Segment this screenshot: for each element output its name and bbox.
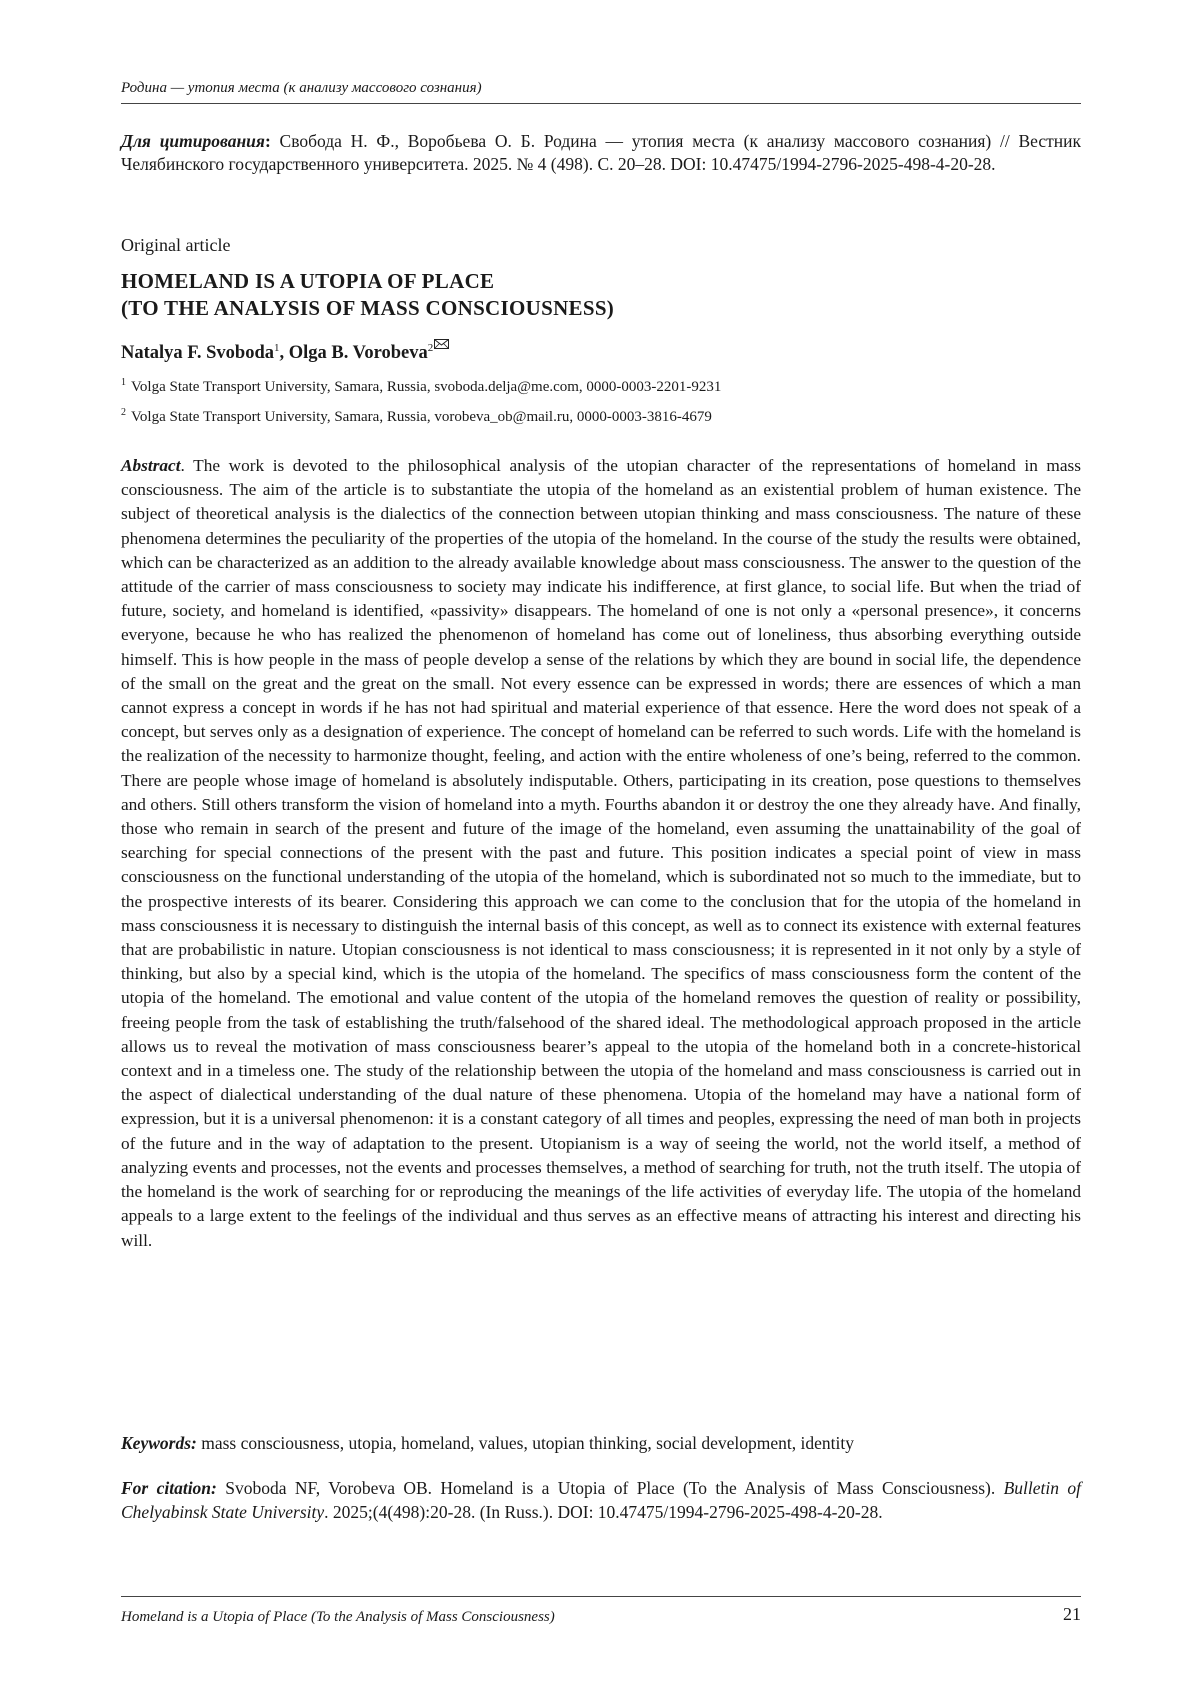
affiliation bbox=[121, 377, 721, 397]
running-footer: Homeland is a Utopia of Place (To the Analysis of Mass Consciousness) bbox=[121, 1609, 555, 1625]
keywords-label: Keywords: bbox=[121, 1433, 197, 1453]
citation-russian-colon: : bbox=[264, 131, 271, 151]
citation-journal-name: Bulletin of Chelyabinsk State University bbox=[121, 1478, 1081, 1522]
footer-divider bbox=[121, 1596, 1081, 1597]
citation-russian-text: Свобода Н. Ф., Воробьева О. Б. Родина — утопия места (к анализу массового сознания) // Вестник Челябинского государственного университета. 2025. № 4 (498). С. 20–28. DOI: 10.47475/1994-2796-2025-498-4-20-28. bbox=[121, 131, 1081, 174]
author-separator: , bbox=[279, 343, 289, 363]
abstract-text: The work is devoted to the philosophical analysis of the utopian character of the representations of homeland in mass consciousness. The aim of the article is to substantiate the utopia of the homeland as an existential problem of human existence. The subject of theoretical analysis is the dialectics of the connection between utopian thinking and mass consciousness. The nature of these phenomena determines the peculiarity of the properties of the utopia of the homeland. In the course of the study the results were obtained, which can be characterized as an addition to the already available knowledge about mass consciousness. The answer to the question of the attitude of the carrier of mass consciousness to society may indicate his indifference, at first glance, to social life. But when the triad of future, society, and homeland is identified, «passivity» disappears. The homeland of one is not only a «personal presence», it concerns everyone, because he who has realized the phenomenon of homeland has come out of loneliness, thus absorbing everything outside himself. This is how people in the mass of people develop a sense of the relations by which they are bound in social life, the dependence of the small on the great and the great on the small. Not every essence can be expressed in words; there are essences of which a man cannot express a concept in words if he has not had spiritual and material experience of that essence. Here the word does not speak of a concept, but serves only as a designation of experience. The concept of homeland can be referred to such words. Life with the homeland is the realization of the necessity to harmonize thought, feeling, and action with the entire wholeness of one’s being, referred to the common. There are people whose image of homeland is absolutely indisputable. Others, participating in its creation, pose questions to themselves and others. Still others transform the vision of homeland into a myth. Fourths abandon it or destroy the one they already have. And finally, those who remain in search of the present and future of the image of the homeland, even assuming the unattainability of the goal of searching for special connections of the present with the past and future. This position indicates a special point of view in mass consciousness on the functional understanding of the utopia of the homeland, which is subordinated not so much to the immediate, but to the prospective interests of its bearer. Considering this approach we can come to the conclusion that for the utopia of the homeland in mass consciousness it is necessary to distinguish the internal basis of this concept, as well as to connect its existence with external features that are probabilistic in nature. Utopian consciousness is not identical to mass consciousness; it is represented in it not only by a style of thinking, but also by a special kind, which is the utopia of the homeland. The specifics of mass consciousness form the content of the utopia of the homeland. The emotional and value content of the utopia of the homeland removes the question of reality or possibility, freeing people from the task of establishing the truth/falsehood of the shared ideal. The methodological approach proposed in the article allows us to reveal the motivation of mass consciousness bearer’s appeal to the utopia of the homeland both in a concrete-historical context and in a timeless one. The study of the relationship between the utopia of the homeland and mass consciousness is carried out in the aspect of dialectical understanding of the dual nature of these phenomena. Utopia of the homeland may have a national form of expression, but it is a universal phenomenon: it is a constant category of all times and peoples, expressing the need of man both in projects of the future and in the way of adaptation to the present. Utopianism is a way of seeing the world, not the world itself, a method of analyzing events and processes, not the events and processes themselves, a method of searching for truth, not the truth itself. The utopia of the homeland is the work of searching for or reproducing the meanings of the life activities of everyday life. The utopia of the homeland appeals to a large extent to the feelings of the individual and thus serves as an effective means of attracting his interest and directing his will. bbox=[121, 456, 1081, 1250]
running-header: Родина — утопия места (к анализу массового сознания) bbox=[121, 80, 482, 96]
article-type: Original article bbox=[121, 235, 231, 255]
abstract-label-period: . bbox=[180, 456, 185, 475]
article-title-line-1: HOMELAND IS A UTOPIA OF PLACE bbox=[121, 269, 495, 293]
keywords-text: mass consciousness, utopia, homeland, values, utopian thinking, social development, identity bbox=[196, 1433, 854, 1453]
author-name: Olga B. Vorobeva bbox=[288, 343, 428, 363]
citation-russian-label: Для цитирования bbox=[121, 131, 265, 151]
citation-english-text: Svoboda NF, Vorobeva OB. Homeland is a Utopia of Place (To the Analysis of Mass Consciousness). bbox=[216, 1478, 1004, 1498]
author-affiliation-mark: 2 bbox=[427, 341, 434, 354]
abstract-label: Abstract bbox=[121, 456, 181, 475]
page-number: 21 bbox=[1063, 1604, 1081, 1624]
citation-russian bbox=[121, 130, 1081, 176]
affiliation-text: Volga State Transport University, Samara, Russia, svoboda.delja@me.com, 0000-0003-2201-9231 bbox=[131, 379, 722, 395]
affiliation-number: 2 bbox=[121, 407, 126, 418]
affiliation-text: Volga State Transport University, Samara, Russia, vorobeva_ob@mail.ru, 0000-0003-3816-4679 bbox=[131, 409, 712, 425]
affiliation bbox=[121, 407, 712, 427]
affiliation-number: 1 bbox=[121, 377, 126, 388]
header-divider bbox=[121, 103, 1081, 104]
article-title-line-2: (TO THE ANALYSIS OF MASS CONSCIOUSNESS) bbox=[121, 296, 615, 320]
citation-english-details: . 2025;(4(498):20-28. (In Russ.). DOI: 10.47475/1994-2796-2025-498-4-20-28. bbox=[324, 1502, 883, 1522]
author-list bbox=[121, 339, 449, 365]
citation-english bbox=[121, 1476, 1081, 1524]
article-title bbox=[121, 268, 1081, 322]
envelope-icon bbox=[434, 339, 449, 349]
author-affiliation-mark: 1 bbox=[274, 341, 280, 354]
abstract bbox=[121, 454, 1081, 1253]
author-name: Natalya F. Svoboda bbox=[121, 343, 275, 363]
citation-english-label: For citation: bbox=[121, 1478, 217, 1498]
keywords bbox=[121, 1431, 1081, 1455]
